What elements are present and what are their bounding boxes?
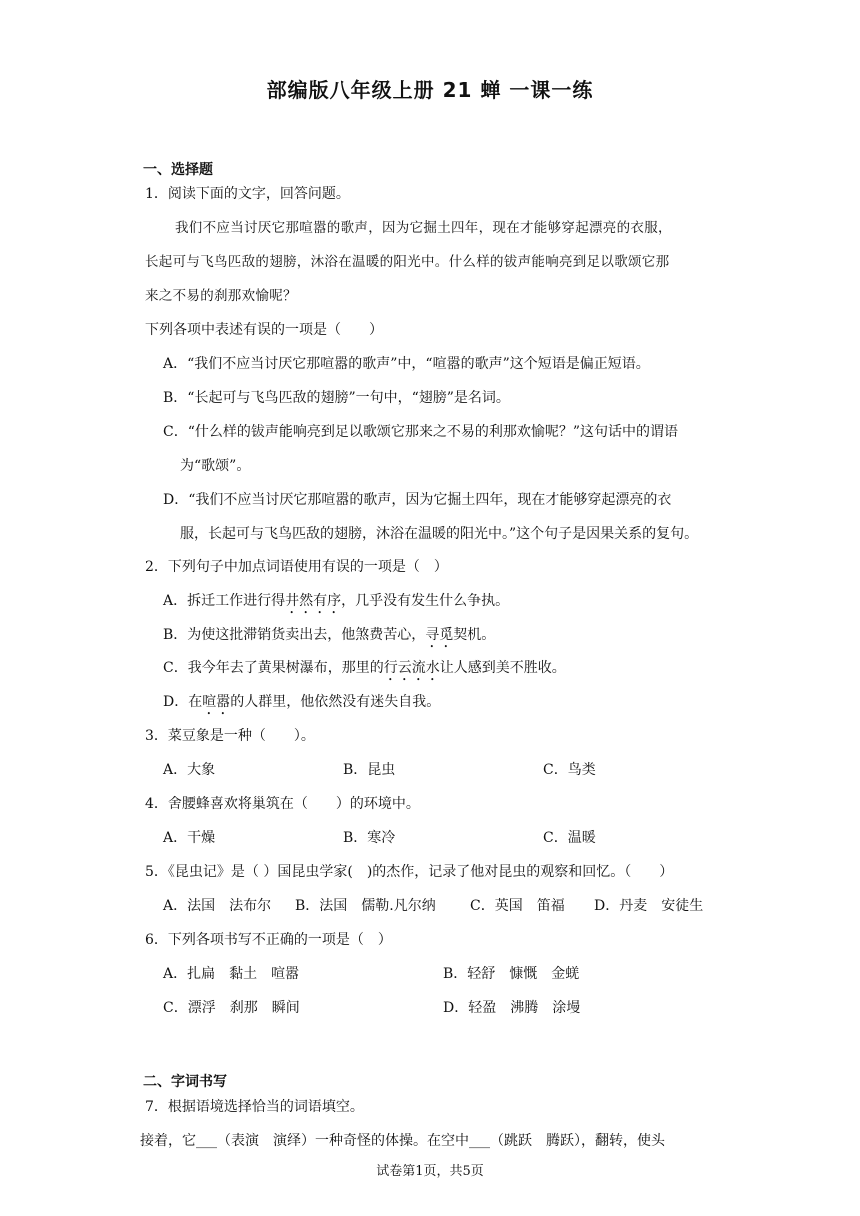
- page-title: 部编版八年级上册 21 蝉 一课一练: [266, 78, 594, 102]
- q4-option-c: C．温暖: [543, 830, 596, 846]
- q2-d-pre: D．在: [163, 694, 203, 710]
- question-3-stem: 3．菜豆象是一种（ ）。: [145, 728, 315, 744]
- q2-option-c: [163, 658, 566, 684]
- q1-option-c: C．“什么样的钹声能响亮到足以歌颂它那来之不易的利那欢愉呢？”这句话中的谓语: [163, 424, 679, 440]
- q1-option-c-cont: 为“歌颂”。: [180, 458, 251, 474]
- q2-option-b: [163, 625, 495, 651]
- page-footer: 试卷第1页，共5页: [376, 1164, 484, 1179]
- q2-a-pre: A．拆迁工作进行得: [163, 593, 286, 609]
- q2-b-post: 契机。: [453, 627, 496, 643]
- q2-b-pre: B．为使这批滞销货卖出去，他煞费苦心，: [163, 627, 426, 643]
- q2-d-post: 的人群里，他依然没有迷失自我。: [230, 694, 441, 710]
- question-4-stem: 4．舍腰蜂喜欢将巢筑在（ ）的环境中。: [145, 796, 420, 812]
- q3-option-a: A．大象: [163, 762, 216, 778]
- q2-c-post: 让人感到美不胜收。: [439, 660, 566, 676]
- question-1-stem: 1．阅读下面的文字，回答问题。: [145, 186, 350, 202]
- q2-option-a: [163, 591, 509, 617]
- q4-option-a: A．干燥: [163, 830, 216, 846]
- q1-option-d-cont: 服，长起可与飞鸟匹敌的翅膀，沐浴在温暖的阳光中。”这个句子是因果关系的复句。: [180, 526, 699, 542]
- passage-line-3: 来之不易的刹那欢愉呢？: [145, 288, 297, 304]
- q2-a-post: ，几乎没有发生什么争执。: [341, 593, 510, 609]
- q1-option-a: A．“我们不应当讨厌它那喧嚣的歌声”中，“喧嚣的歌声”这个短语是偏正短语。: [163, 356, 650, 372]
- q3-option-b: B．昆虫: [343, 762, 396, 778]
- section-heading-choice: 一、选择题: [143, 162, 213, 178]
- question-7-stem: 7．根据语境选择恰当的词语填空。: [145, 1099, 364, 1115]
- q4-option-b: B．寒冷: [343, 830, 396, 846]
- q6-option-c: C．漂浮 刹那 瞬间: [163, 1000, 300, 1016]
- q1-option-d: D．“我们不应当讨厌它那喧嚣的歌声，因为它掘土四年，现在才能够穿起漂亮的衣: [163, 492, 672, 508]
- question-2-stem: 2．下列句子中加点词语使用有误的一项是（ ）: [145, 559, 448, 575]
- q6-option-a: A．扎扁 黏土 喧嚣: [163, 966, 300, 982]
- q5-option-b: B．法国 儒勒.凡尔纳: [295, 898, 436, 914]
- q2-d-dotted: 喧嚣: [202, 694, 231, 710]
- q1-option-b: B．“长起可与飞鸟匹敌的翅膀”一句中，“翅膀”是名词。: [163, 390, 510, 406]
- q2-c-pre: C．我今年去了黄果树瀑布，那里的: [163, 660, 384, 676]
- section-heading-writing: 二、字词书写: [143, 1074, 227, 1090]
- q3-option-c: C．鸟类: [543, 762, 596, 778]
- q5-option-a: A．法国 法布尔: [163, 898, 272, 914]
- q2-option-d: [163, 692, 440, 718]
- question-7-line: 接着，它___（表演 演绎）一种奇怪的体操。在空中___（跳跃 腾跃），翻转，使头: [140, 1133, 665, 1149]
- q2-a-dotted: 井然有序: [285, 593, 342, 609]
- q2-c-dotted: 行云流水: [383, 660, 440, 676]
- q6-option-d: D．轻盈 沸腾 涂墁: [443, 1000, 581, 1016]
- q5-option-c: C．英国 笛福: [470, 898, 565, 914]
- question-6-stem: 6．下列各项书写不正确的一项是（ ）: [145, 932, 392, 948]
- q6-option-b: B．轻舒 慷慨 金蜣: [443, 966, 580, 982]
- question-1-prompt: 下列各项中表述有误的一项是（ ）: [145, 322, 383, 338]
- question-5-stem: 5．《昆虫记》是（ ）国昆虫学家( )的杰作，记录了他对昆虫的观察和回忆。（ ）: [145, 864, 674, 880]
- q5-option-d: D．丹麦 安徒生: [594, 898, 704, 914]
- q2-b-dotted: 寻觅: [425, 627, 454, 643]
- passage-line-2: 长起可与飞鸟匹敌的翅膀，沐浴在温暖的阳光中。什么样的钹声能响亮到足以歌颂它那: [145, 254, 670, 270]
- passage-line-1: 我们不应当讨厌它那喧嚣的歌声，因为它掘土四年，现在才能够穿起漂亮的衣服，: [175, 220, 672, 236]
